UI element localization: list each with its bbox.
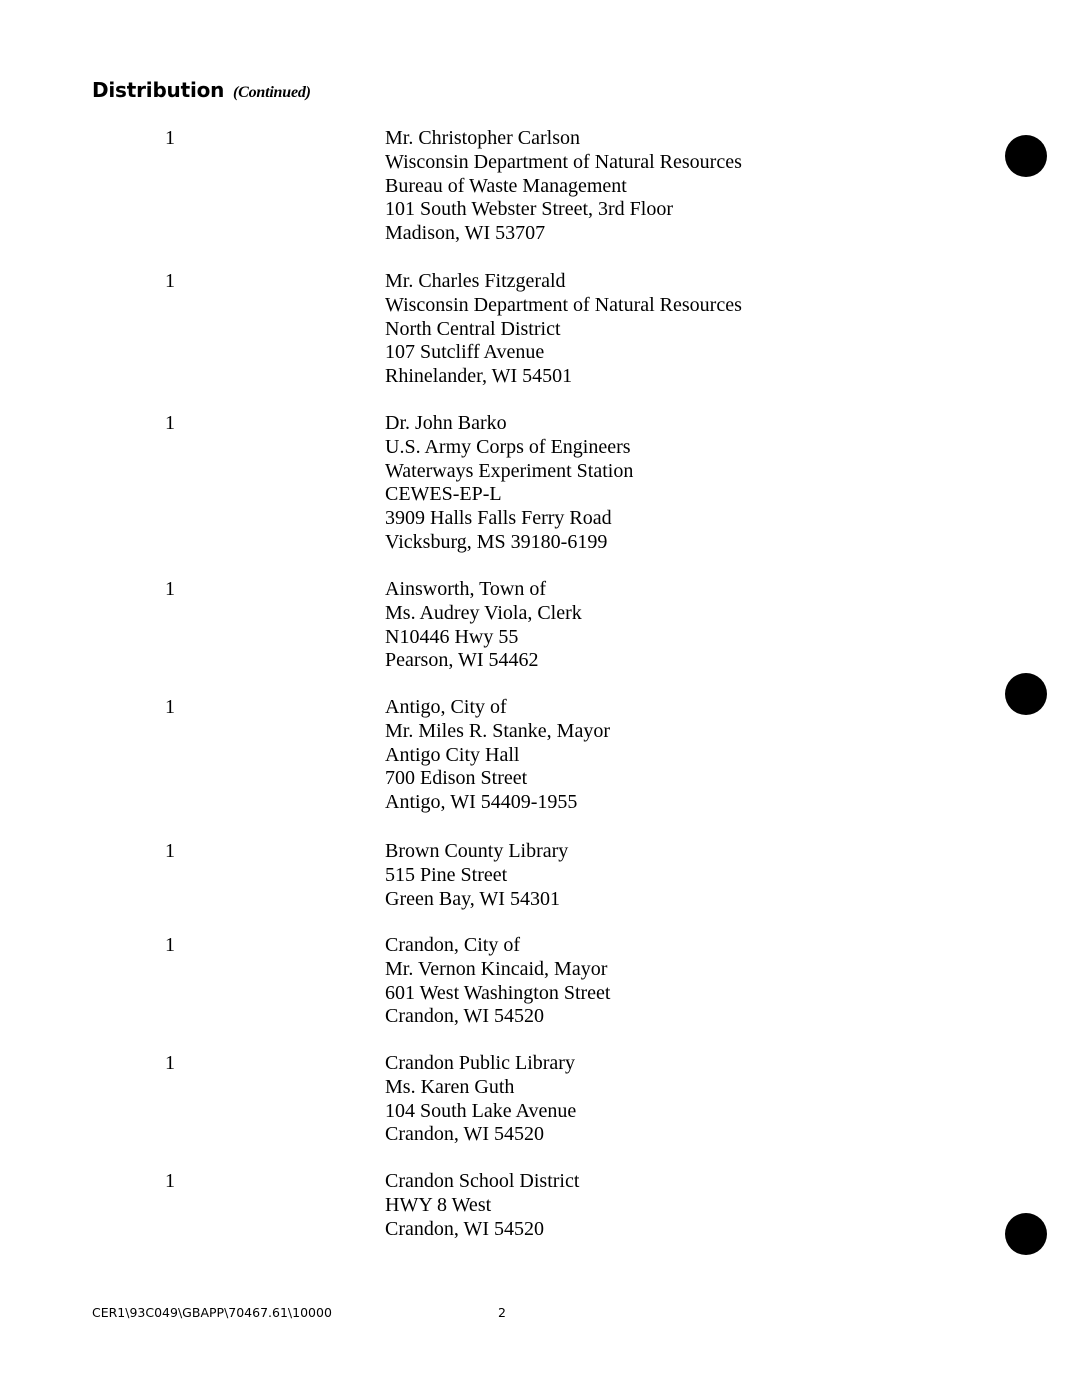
address-line: Wisconsin Department of Natural Resources (385, 150, 742, 173)
address-line: Antigo, City of (385, 696, 507, 718)
recipient-address (385, 840, 568, 911)
recipient-address (385, 578, 582, 673)
address-line: 107 Sutcliff Avenue (385, 341, 545, 364)
address-line: 104 South Lake Avenue (385, 1099, 577, 1122)
heading-continued: (Continued) (232, 84, 311, 101)
address-line: CEWES-EP-L (385, 483, 502, 506)
address-line: Green Bay, WI 54301 (385, 887, 560, 910)
recipient-address (385, 270, 742, 389)
address-line: 3909 Halls Falls Ferry Road (385, 507, 612, 530)
address-line: Crandon, City of (385, 934, 520, 956)
address-line: N10446 Hwy 55 (385, 625, 519, 648)
copy-quantity: 1 (165, 1170, 175, 1192)
document-reference: CER1\93C049\GBAPP\70467.61\10000 (92, 1305, 332, 1320)
heading-title: Distribution (92, 78, 225, 102)
address-line: 515 Pine Street (385, 863, 508, 886)
address-line: Ainsworth, Town of (385, 578, 547, 600)
punch-hole-icon (1005, 135, 1047, 177)
copy-quantity: 1 (165, 412, 175, 434)
copy-quantity: 1 (165, 270, 175, 292)
recipient-address (385, 127, 742, 246)
address-line: U.S. Army Corps of Engineers (385, 435, 631, 458)
copy-quantity: 1 (165, 1052, 175, 1074)
address-line: Dr. John Barko (385, 412, 507, 434)
punch-hole-icon (1005, 1213, 1047, 1255)
address-line: 700 Edison Street (385, 767, 528, 790)
address-line: Bureau of Waste Management (385, 174, 627, 197)
punch-hole-icon (1005, 673, 1047, 715)
address-line: Crandon, WI 54520 (385, 1123, 545, 1146)
address-line: Pearson, WI 54462 (385, 649, 539, 672)
address-line: Antigo, WI 54409-1955 (385, 791, 578, 814)
address-line: Crandon School District (385, 1170, 580, 1192)
recipient-address (385, 1170, 579, 1241)
address-line: Crandon, WI 54520 (385, 1217, 545, 1240)
page-number: 2 (498, 1305, 506, 1320)
address-line: Antigo City Hall (385, 743, 520, 766)
recipient-address (385, 934, 610, 1029)
page-heading (92, 78, 311, 102)
address-line: Mr. Christopher Carlson (385, 127, 580, 149)
address-line: Crandon, WI 54520 (385, 1005, 545, 1028)
address-line: Vicksburg, MS 39180-6199 (385, 530, 608, 553)
address-line: Ms. Audrey Viola, Clerk (385, 601, 582, 624)
recipient-address (385, 696, 610, 815)
address-line: Ms. Karen Guth (385, 1075, 515, 1098)
address-line: Wisconsin Department of Natural Resources (385, 293, 742, 316)
address-line: HWY 8 West (385, 1193, 492, 1216)
copy-quantity: 1 (165, 578, 175, 600)
address-line: Madison, WI 53707 (385, 222, 546, 245)
address-line: Rhinelander, WI 54501 (385, 365, 573, 388)
address-line: 601 West Washington Street (385, 981, 611, 1004)
address-line: Mr. Charles Fitzgerald (385, 270, 566, 292)
recipient-address (385, 412, 633, 555)
address-line: North Central District (385, 317, 561, 340)
address-line: Crandon Public Library (385, 1052, 575, 1074)
address-line: 101 South Webster Street, 3rd Floor (385, 198, 673, 221)
address-line: Brown County Library (385, 840, 569, 862)
copy-quantity: 1 (165, 934, 175, 956)
address-line: Mr. Vernon Kincaid, Mayor (385, 957, 608, 980)
recipient-address (385, 1052, 576, 1147)
copy-quantity: 1 (165, 840, 175, 862)
address-line: Waterways Experiment Station (385, 459, 634, 482)
address-line: Mr. Miles R. Stanke, Mayor (385, 719, 610, 742)
copy-quantity: 1 (165, 696, 175, 718)
copy-quantity: 1 (165, 127, 175, 149)
